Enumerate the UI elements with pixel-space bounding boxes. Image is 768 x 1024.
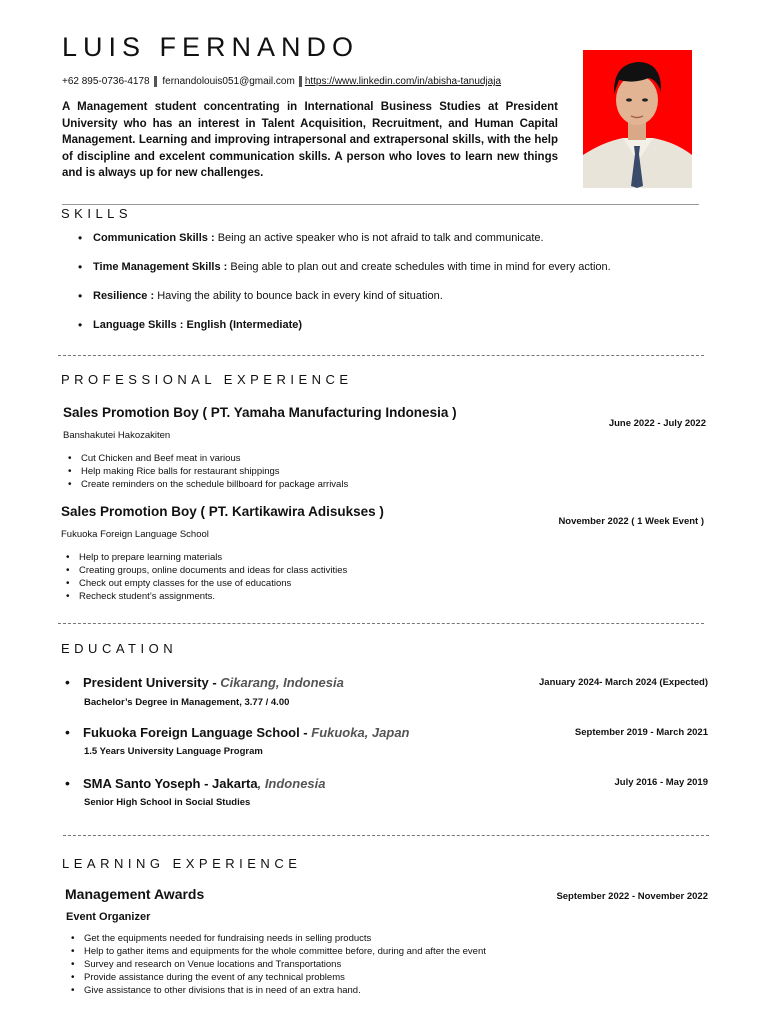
education-detail: 1.5 Years University Language Program	[84, 746, 263, 757]
list-item: • Create reminders on the schedule billboard for package arrivals	[81, 478, 348, 491]
section-divider	[58, 623, 704, 624]
section-divider	[58, 355, 704, 356]
job-date: June 2022 - July 2022	[608, 418, 706, 429]
profile-photo	[583, 50, 692, 188]
skill-item: • Time Management Skills : Being able to plan out and create schedules with time in mind for every action.	[93, 261, 713, 290]
phone-number: +62 895-0736-4178	[62, 76, 150, 88]
list-item: • Give assistance to other divisions that is in need of an extra hand.	[84, 984, 486, 997]
experience-section-title: PROFESSIONAL EXPERIENCE	[61, 372, 353, 387]
job-company: Banshakutei Hakozakiten	[63, 430, 171, 441]
profile-summary: A Management student concentrating in International Business Studies at President University who has an interest in Talent Acquisition, Recruitment, and Human Capital Management. Learning and improving intrapersonal and extrapersonal skills, with the help of discipline and excelent communication skills. A person who loves to learn new things and is always up for new challenges.	[62, 101, 558, 179]
list-item: • Check out empty classes for the use of educations	[79, 577, 347, 590]
job-title: Sales Promotion Boy ( PT. Yamaha Manufacturing Indonesia )	[63, 405, 457, 420]
skills-list	[93, 232, 713, 348]
list-item: • Get the equipments needed for fundraising needs in selling products	[84, 932, 486, 945]
job-date: November 2022 ( 1 Week Event )	[558, 516, 704, 527]
skill-item: • Communication Skills : Being an active speaker who is not afraid to talk and communicate.	[93, 232, 713, 261]
education-school: SMA Santo Yoseph - Jakarta, Indonesia	[83, 776, 326, 791]
linkedin-link[interactable]: https://www.linkedin.com/in/abisha-tanudjaja	[304, 76, 502, 88]
job-duties-list	[79, 551, 347, 603]
job-company: Fukuoka Foreign Language School	[61, 529, 209, 540]
job-duties-list	[81, 452, 348, 491]
education-date: September 2019 - March 2021	[574, 727, 708, 738]
list-item: • Help making Rice balls for restaurant shippings	[81, 465, 348, 478]
list-item: • Provide assistance during the event of any technical problems	[84, 971, 486, 984]
contact-line	[62, 76, 501, 87]
learning-duties-list	[84, 932, 486, 997]
separator	[154, 76, 157, 87]
education-detail: Senior High School in Social Studies	[84, 797, 251, 808]
skill-item: • Resilience : Having the ability to bounce back in every kind of situation.	[93, 290, 713, 319]
bullet: •	[65, 674, 70, 690]
list-item: • Creating groups, online documents and ideas for class activities	[79, 564, 347, 577]
skills-section-title: SKILLS	[61, 206, 133, 221]
learning-role: Event Organizer	[66, 911, 151, 923]
education-date: January 2024- March 2024 (Expected)	[539, 677, 708, 688]
section-divider	[63, 835, 709, 836]
education-section-title: EDUCATION	[61, 641, 178, 656]
list-item: • Survey and research on Venue locations and Transportations	[84, 958, 486, 971]
separator	[299, 76, 302, 87]
learning-heading: Management Awards	[65, 886, 205, 902]
learning-section-title: LEARNING EXPERIENCE	[62, 856, 302, 871]
learning-date: September 2022 - November 2022	[556, 891, 708, 902]
list-item: • Help to prepare learning materials	[79, 551, 347, 564]
job-title: Sales Promotion Boy ( PT. Kartikawira Adisukses )	[61, 504, 384, 519]
education-date: July 2016 - May 2019	[614, 777, 708, 788]
education-school: President University - Cikarang, Indonesia	[83, 675, 344, 690]
bullet: •	[65, 775, 70, 791]
education-detail: Bachelor’s Degree in Management, 3.77 / 4.00	[84, 697, 290, 708]
list-item: • Cut Chicken and Beef meat in various	[81, 452, 348, 465]
email-address[interactable]: fernandolouis051@gmail.com	[162, 76, 295, 88]
education-school: Fukuoka Foreign Language School - Fukuoka, Japan	[83, 725, 410, 740]
list-item: • Recheck student’s assignments.	[79, 590, 347, 603]
list-item: • Help to gather items and equipments for the whole committee before, during and after the event	[84, 945, 486, 958]
header-divider	[62, 204, 699, 205]
candidate-name: LUIS FERNANDO	[62, 32, 360, 62]
bullet: •	[65, 724, 70, 740]
skill-item: • Language Skills : English (Intermediate)	[93, 319, 713, 348]
